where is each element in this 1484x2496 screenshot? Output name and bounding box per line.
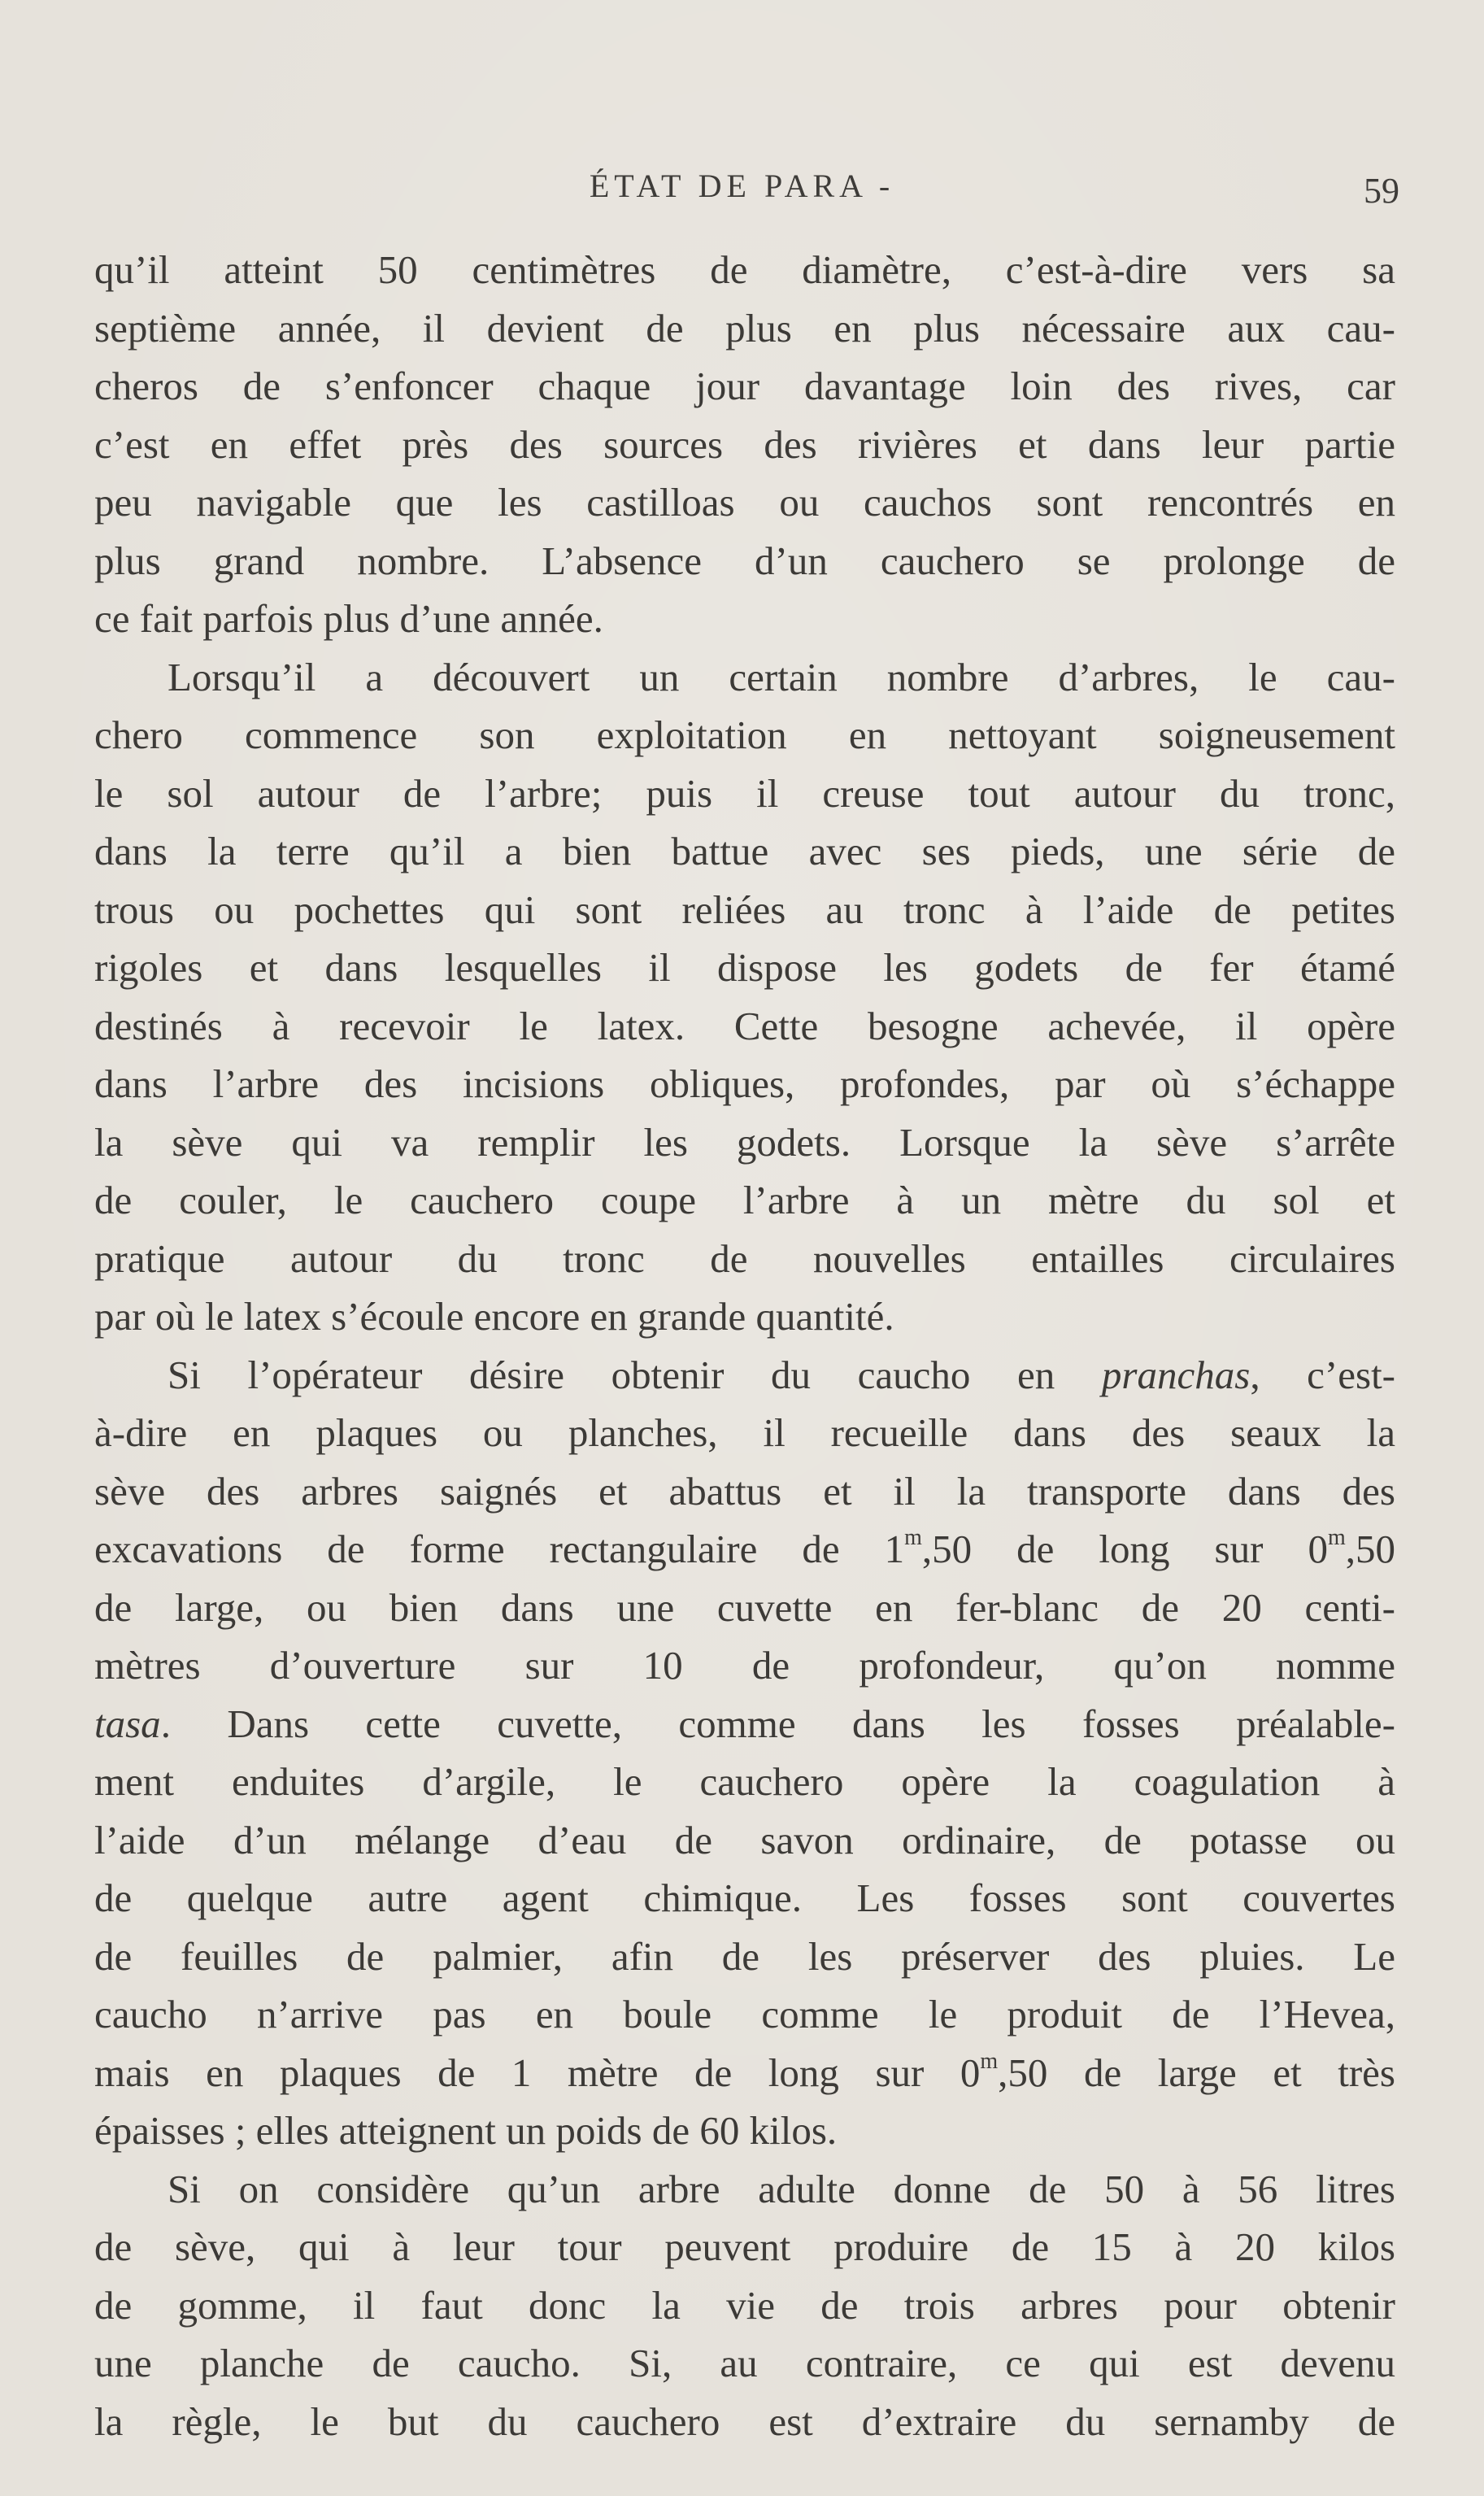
text-line: dans la terre qu’il a bien battue avec ses pieds, une série de <box>94 829 1395 873</box>
text-line: qu’il atteint 50 centimètres de diamètre, c’est-à-dire vers sa <box>94 247 1395 292</box>
text-line: de sève, qui à leur tour peuvent produire de 15 à 20 kilos <box>94 2224 1395 2269</box>
page-number: 59 <box>1364 171 1399 211</box>
text-line: chero commence son exploitation en nettoyant soigneusement <box>94 712 1395 757</box>
text-line: de couler, le cauchero coupe l’arbre à un mètre du sol et <box>94 1178 1395 1222</box>
text-line <box>94 2044 1395 2102</box>
text-line: le sol autour de l’arbre; puis il creuse tout autour du tronc, <box>94 770 1395 816</box>
text-line: de large, ou bien dans une cuvette en fer-blanc de 20 centi- <box>94 1584 1395 1630</box>
text-line: l’aide d’un mélange d’eau de savon ordinaire, de potasse ou <box>94 1817 1395 1862</box>
text-line: de feuilles de palmier, afin de les préserver des pluies. Le <box>94 1933 1395 1979</box>
paragraph-3 <box>94 1346 1395 2160</box>
text-line: à-dire en plaques ou planches, il recueille dans des seaux la <box>94 1410 1395 1455</box>
text-run: mais en plaques de 1 mètre de long sur 0 <box>94 2050 981 2095</box>
text-line: de gomme, il faut donc la vie de trois arbres pour obtenir <box>94 2282 1395 2328</box>
body-text <box>94 241 1395 2450</box>
paragraph-1 <box>94 241 1395 648</box>
superscript: m <box>1327 1525 1346 1550</box>
italic-term: pranchas <box>1101 1352 1251 1397</box>
text-line <box>94 1346 1395 1405</box>
text-line <box>94 1520 1395 1579</box>
text-line: par où le latex s’écoule encore en grande quantité. <box>94 1294 894 1339</box>
text-line: sève des arbres saignés et abattus et il la transporte dans des <box>94 1468 1395 1514</box>
text-line: la règle, le but du cauchero est d’extraire du sernamby de <box>94 2398 1395 2444</box>
text-line: la sève qui va remplir les godets. Lorsque la sève s’arrête <box>94 1119 1395 1165</box>
text-line: épaisses ; elles atteignent un poids de 60 kilos. <box>94 2108 838 2153</box>
superscript: m <box>904 1525 922 1550</box>
text-run: ,50 de long sur 0 <box>921 1527 1328 1571</box>
text-line: Si on considère qu’un arbre adulte donne de 50 à 56 litres <box>168 2166 1395 2211</box>
paragraph-2 <box>94 648 1395 1346</box>
text-line: plus grand nombre. L’absence d’un cauchero se prolonge de <box>94 538 1395 583</box>
text-line: cheros de s’enfoncer chaque jour davantage loin des rives, car <box>94 364 1395 408</box>
text-line: septième année, il devient de plus en plus nécessaire aux cau- <box>94 305 1395 351</box>
text-run: excavations de forme rectangulaire de 1 <box>94 1527 905 1571</box>
italic-term: tasa <box>94 1701 161 1746</box>
text-line <box>94 1695 1395 1753</box>
text-line: ce fait parfois plus d’une année. <box>94 596 603 641</box>
text-run: ,50 <box>1345 1527 1395 1571</box>
text-run: . Dans cette cuvette, comme dans les fosses préalable- <box>160 1701 1395 1746</box>
running-title: ÉTAT DE PARA - <box>589 168 895 204</box>
text-line: une planche de caucho. Si, au contraire, ce qui est devenu <box>94 2341 1395 2385</box>
text-line: pratique autour du tronc de nouvelles entailles circulaires <box>94 1235 1395 1281</box>
page-header <box>0 167 1484 216</box>
superscript: m <box>980 2048 999 2074</box>
text-line: de quelque autre agent chimique. Les fosses sont couvertes <box>94 1875 1395 1920</box>
text-line: Lorsqu’il a découvert un certain nombre d’arbres, le cau- <box>168 654 1395 699</box>
text-line: mètres d’ouverture sur 10 de profondeur, qu’on nomme <box>94 1643 1395 1688</box>
text-run: Si l’opérateur désire obtenir du caucho en <box>168 1352 1102 1397</box>
text-line: dans l’arbre des incisions obliques, profondes, par où s’échappe <box>94 1061 1395 1106</box>
text-run: , c’est- <box>1250 1352 1395 1397</box>
text-line: ment enduites d’argile, le cauchero opère la coagulation à <box>94 1759 1395 1804</box>
text-line: peu navigable que les castilloas ou cauchos sont rencontrés en <box>94 480 1395 525</box>
text-line: caucho n’arrive pas en boule comme le produit de l’Hevea, <box>94 1992 1395 2036</box>
text-line: trous ou pochettes qui sont reliées au tronc à l’aide de petites <box>94 886 1395 932</box>
paragraph-4 <box>94 2160 1395 2451</box>
text-run: ,50 de large et très <box>998 2050 1395 2095</box>
text-line: destinés à recevoir le latex. Cette besogne achevée, il opère <box>94 1003 1395 1048</box>
text-line: rigoles et dans lesquelles il dispose les godets de fer étamé <box>94 945 1395 990</box>
text-line: c’est en effet près des sources des rivières et dans leur partie <box>94 421 1395 467</box>
